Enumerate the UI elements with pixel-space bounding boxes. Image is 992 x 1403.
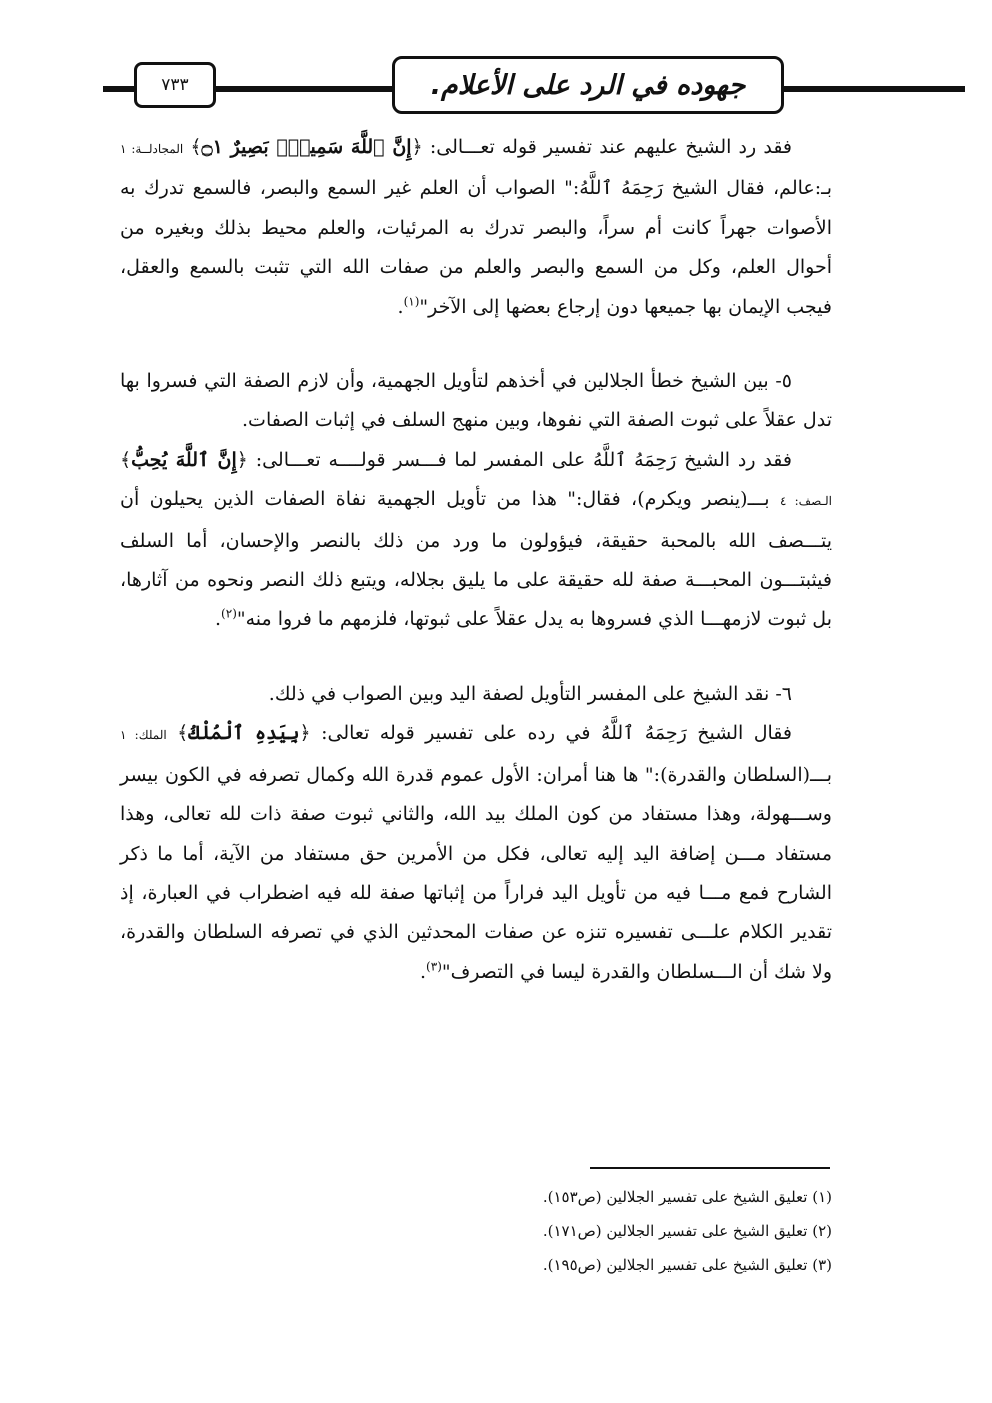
verse-reference: الملك: ١	[120, 728, 167, 743]
footnotes	[120, 1180, 832, 1282]
page-number: ٧٣٣	[161, 75, 189, 95]
paragraph-3: فقد رد الشيخ رَحِمَهُ ٱللَّهُ على المفسر لما فـــسر قولــــه تعـــالى: ﴿إِنَّ ٱللَّهَ يُحِبُّ﴾ الـصف: ٤ بـــ(ينصر ويكرم)، فقال:" هذا من تأويل الجهمية نفاة الصفات الذين يحيلون أن يتـــصف الله بالمحبة حقيقة، فيؤولون ما ورد من ذلك بالنصر والإحسان، أما السلف فيثبتـــون المحبـــة صفة لله حقيقة على ما يليق بجلاله، ويتبع ذلك النصر ونحوه من آثارها، بل ثبوت لازمهـــا الذي فسروها به يدل عقلاً على ثبوتها، فلزمهم ما فروا منه"$^{(٢)}$.	[120, 448, 832, 631]
verse-reference: المجادلــة: ١	[120, 142, 184, 156]
footnote-ref: (٢)	[221, 607, 237, 622]
paragraph-1: فقد رد الشيخ عليهم عند تفسير قوله تعـــالى: ﴿إِنَّ ٱللَّهَ سَمِيعٌۢ بَصِيرٌ ۝١﴾ المجادلــة: ١ بـ:عالم، فقال الشيخ رَحِمَهُ ٱللَّهُ:" الصواب أن العلم غير السمع والبصر، فالسمع تدرك به الأصوات جهراً كانت أم سراً، والبصر تدرك به المرئيات، والعلم محيط بذلك وبغيره من أحوال العلم، وكل من السمع والبصر والعلم من صفات الله التي تثبت بالسمع والعقل، فيجب الإيمان بها جميعها دون إرجاع بعضها إلى الآخر"$^{(١)}$.	[120, 136, 832, 318]
footnote-separator	[590, 1167, 830, 1169]
chapter-title-box	[392, 56, 784, 114]
footnote-ref: (١)	[403, 294, 420, 309]
verse-reference: الـصف: ٤	[779, 494, 832, 509]
footnote-3: (٣) تعليق الشيخ على تفسير الجلالين (ص١٩٥).	[542, 1256, 832, 1274]
page-number-box	[134, 62, 216, 108]
footnote-2: (٢) تعليق الشيخ على تفسير الجلالين (ص١٧١).	[542, 1222, 832, 1240]
footnote-ref: (٣)	[426, 959, 442, 974]
chapter-title: جهوده في الرد على الأعلام.	[430, 69, 746, 101]
paragraph-2: ٥- بين الشيخ خطأ الجلالين في أخذهم لتأويل الجهمية، وأن لازم الصفة التي فسروا بها تدل عقلاً على ثبوت الصفة التي نفوها، وبين منهج السلف في إثبات الصفات.	[120, 370, 832, 432]
quran-verse: إِنَّ ٱللَّهَ يُحِبُّ	[131, 448, 237, 471]
footnote-1: (١) تعليق الشيخ على تفسير الجلالين (ص١٥٣).	[542, 1188, 832, 1206]
main-text	[120, 128, 832, 992]
paragraph-4: ٦- نقد الشيخ على المفسر التأويل لصفة اليد وبين الصواب في ذلك.	[268, 682, 792, 705]
quran-verse: إِنَّ ٱللَّهَ سَمِيعٌۢ بَصِيرٌ ۝١	[201, 136, 412, 158]
quran-verse: بِيَدِهِ ٱلْمُلْكُ	[188, 722, 300, 745]
page-header	[0, 0, 992, 130]
paragraph-5: فقال الشيخ رَحِمَهُ ٱللَّهُ في رده على تفسير قوله تعالى: ﴿بِيَدِهِ ٱلْمُلْكُ﴾ الملك: ١ بـــ(السلطان والقدرة):" ها هنا أمران: الأول عموم قدرة الله وكمال تصرفه في الكون بيسر وســـهولة، وهذا مستفاد من كون الملك بيد الله، والثاني ثبوت صفة ذات لله تعالى، وهذا مستفاد مـــن إضافة اليد إليه تعالى، فكل من الأمرين حق مستفاد من الآية، أما ما ذكر الشارح فمع مـــا فيه من تأويل اليد فراراً من إثباتها صفة لله فيه اضطراب في العبارة، إذ تقدير الكلام علـــى تفسيره تنزه عن صفات المحدثين الذي في تصرفه السلطان والقدرة، ولا شك أن الـــسلطان والقدرة ليسا في التصرف"$^{(٣)}$.	[120, 722, 832, 983]
